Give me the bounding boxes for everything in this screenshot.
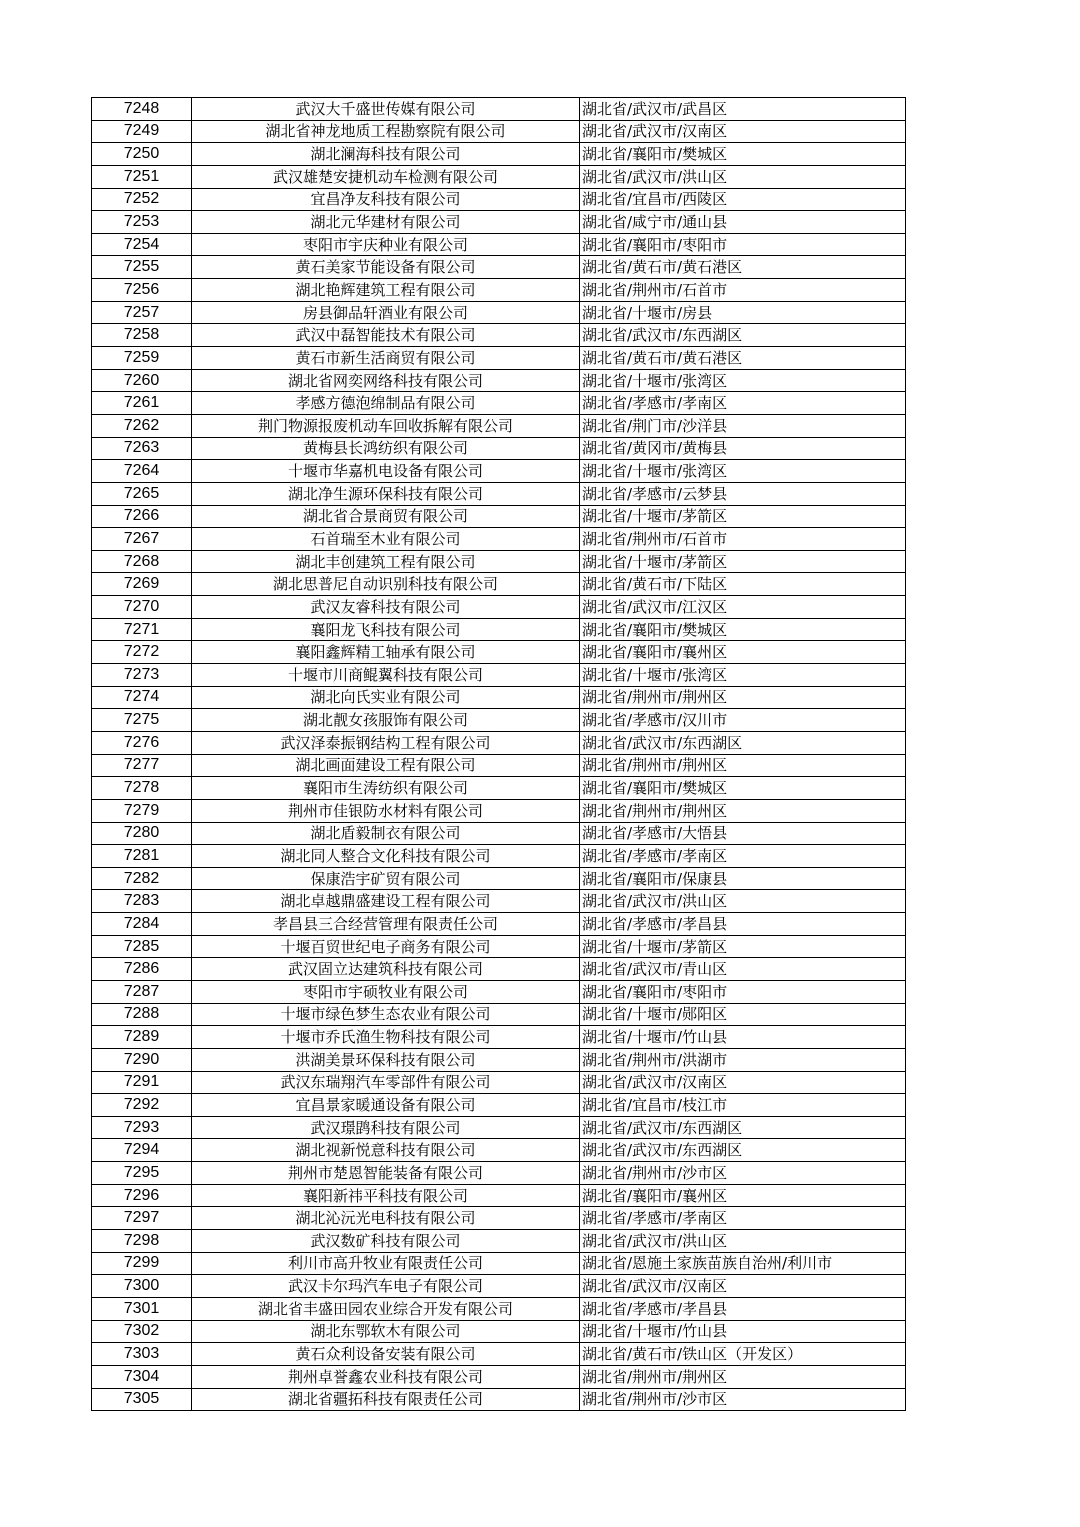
row-number-cell: 7300 — [92, 1275, 192, 1298]
row-number-cell: 7263 — [92, 437, 192, 460]
row-number-cell: 7260 — [92, 369, 192, 392]
company-name-cell: 宜昌净友科技有限公司 — [192, 188, 580, 211]
region-cell: 湖北省/恩施土家族苗族自治州/利川市 — [580, 1252, 906, 1275]
row-number-cell: 7287 — [92, 980, 192, 1003]
region-cell: 湖北省/荆州市/洪湖市 — [580, 1048, 906, 1071]
region-cell: 湖北省/襄阳市/枣阳市 — [580, 233, 906, 256]
company-name-cell: 湖北视新悦意科技有限公司 — [192, 1139, 580, 1162]
company-name-cell: 洪湖美景环保科技有限公司 — [192, 1048, 580, 1071]
table-row — [92, 913, 906, 936]
company-name-cell: 十堰市乔氏渔生物科技有限公司 — [192, 1026, 580, 1049]
table-row — [92, 1343, 906, 1366]
region-cell: 湖北省/武汉市/洪山区 — [580, 890, 906, 913]
table-row — [92, 1026, 906, 1049]
company-name-cell: 武汉中磊智能技术有限公司 — [192, 324, 580, 347]
row-number-cell: 7257 — [92, 301, 192, 324]
row-number-cell: 7272 — [92, 641, 192, 664]
company-name-cell: 武汉雄楚安捷机动车检测有限公司 — [192, 165, 580, 188]
row-number-cell: 7265 — [92, 482, 192, 505]
region-cell: 湖北省/武汉市/东西湖区 — [580, 731, 906, 754]
row-number-cell: 7298 — [92, 1230, 192, 1253]
table-row — [92, 437, 906, 460]
company-name-cell: 武汉泽泰振钢结构工程有限公司 — [192, 731, 580, 754]
region-cell: 湖北省/襄阳市/樊城区 — [580, 143, 906, 166]
company-name-cell: 利川市高升牧业有限责任公司 — [192, 1252, 580, 1275]
row-number-cell: 7299 — [92, 1252, 192, 1275]
row-number-cell: 7277 — [92, 754, 192, 777]
row-number-cell: 7271 — [92, 618, 192, 641]
company-name-cell: 荆州市楚恩智能装备有限公司 — [192, 1162, 580, 1185]
region-cell: 湖北省/荆州市/沙市区 — [580, 1388, 906, 1411]
table-row — [92, 845, 906, 868]
row-number-cell: 7301 — [92, 1297, 192, 1320]
row-number-cell: 7276 — [92, 731, 192, 754]
region-cell: 湖北省/襄阳市/樊城区 — [580, 618, 906, 641]
row-number-cell: 7283 — [92, 890, 192, 913]
row-number-cell: 7282 — [92, 867, 192, 890]
region-cell: 湖北省/黄石市/黄石港区 — [580, 347, 906, 370]
row-number-cell: 7258 — [92, 324, 192, 347]
row-number-cell: 7293 — [92, 1116, 192, 1139]
row-number-cell: 7251 — [92, 165, 192, 188]
region-cell: 湖北省/襄阳市/襄州区 — [580, 1184, 906, 1207]
region-cell: 湖北省/黄冈市/黄梅县 — [580, 437, 906, 460]
table-row — [92, 1003, 906, 1026]
region-cell: 湖北省/十堰市/茅箭区 — [580, 935, 906, 958]
region-cell: 湖北省/武汉市/江汉区 — [580, 596, 906, 619]
company-name-cell: 荆门物源报废机动车回收拆解有限公司 — [192, 414, 580, 437]
table-row — [92, 754, 906, 777]
table-row — [92, 618, 906, 641]
region-cell: 湖北省/荆州市/荆州区 — [580, 799, 906, 822]
row-number-cell: 7268 — [92, 550, 192, 573]
region-cell: 湖北省/襄阳市/襄州区 — [580, 641, 906, 664]
table-row — [92, 1184, 906, 1207]
row-number-cell: 7296 — [92, 1184, 192, 1207]
region-cell: 湖北省/孝感市/云梦县 — [580, 482, 906, 505]
row-number-cell: 7297 — [92, 1207, 192, 1230]
region-cell: 湖北省/十堰市/张湾区 — [580, 460, 906, 483]
table-row — [92, 731, 906, 754]
region-cell: 湖北省/孝感市/孝昌县 — [580, 1297, 906, 1320]
region-cell: 湖北省/黄石市/黄石港区 — [580, 256, 906, 279]
company-name-cell: 湖北东鄂软木有限公司 — [192, 1320, 580, 1343]
company-name-cell: 荆州卓誉鑫农业科技有限公司 — [192, 1365, 580, 1388]
region-cell: 湖北省/十堰市/郧阳区 — [580, 1003, 906, 1026]
row-number-cell: 7262 — [92, 414, 192, 437]
company-name-cell: 湖北元华建材有限公司 — [192, 211, 580, 234]
table-row — [92, 799, 906, 822]
row-number-cell: 7289 — [92, 1026, 192, 1049]
table-row — [92, 686, 906, 709]
region-cell: 湖北省/十堰市/竹山县 — [580, 1026, 906, 1049]
region-cell: 湖北省/孝感市/汉川市 — [580, 709, 906, 732]
table-row — [92, 1230, 906, 1253]
table-row — [92, 143, 906, 166]
company-name-cell: 湖北思普尼自动识别科技有限公司 — [192, 573, 580, 596]
company-name-cell: 湖北省网奕网络科技有限公司 — [192, 369, 580, 392]
table-row — [92, 120, 906, 143]
company-name-cell: 保康浩宇矿贸有限公司 — [192, 867, 580, 890]
region-cell: 湖北省/武汉市/汉南区 — [580, 120, 906, 143]
row-number-cell: 7256 — [92, 279, 192, 302]
company-name-cell: 十堰市华嘉机电设备有限公司 — [192, 460, 580, 483]
table-row — [92, 709, 906, 732]
company-name-cell: 湖北净生源环保科技有限公司 — [192, 482, 580, 505]
company-name-cell: 襄阳鑫辉精工轴承有限公司 — [192, 641, 580, 664]
company-name-cell: 武汉固立达建筑科技有限公司 — [192, 958, 580, 981]
company-name-cell: 湖北盾毅制衣有限公司 — [192, 822, 580, 845]
row-number-cell: 7270 — [92, 596, 192, 619]
row-number-cell: 7288 — [92, 1003, 192, 1026]
region-cell: 湖北省/襄阳市/保康县 — [580, 867, 906, 890]
company-name-cell: 孝感方德泡绵制品有限公司 — [192, 392, 580, 415]
table-row — [92, 414, 906, 437]
company-name-cell: 房县御品轩酒业有限公司 — [192, 301, 580, 324]
table-row — [92, 1094, 906, 1117]
company-name-cell: 湖北澜海科技有限公司 — [192, 143, 580, 166]
table-row — [92, 1388, 906, 1411]
region-cell: 湖北省/武汉市/汉南区 — [580, 1071, 906, 1094]
region-cell: 湖北省/武汉市/洪山区 — [580, 165, 906, 188]
region-cell: 湖北省/荆州市/荆州区 — [580, 686, 906, 709]
region-cell: 湖北省/武汉市/东西湖区 — [580, 1116, 906, 1139]
row-number-cell: 7252 — [92, 188, 192, 211]
table-row — [92, 1139, 906, 1162]
row-number-cell: 7255 — [92, 256, 192, 279]
company-name-cell: 湖北画面建设工程有限公司 — [192, 754, 580, 777]
table-row — [92, 301, 906, 324]
company-name-cell: 武汉数矿科技有限公司 — [192, 1230, 580, 1253]
table-row — [92, 460, 906, 483]
region-cell: 湖北省/宜昌市/西陵区 — [580, 188, 906, 211]
row-number-cell: 7266 — [92, 505, 192, 528]
row-number-cell: 7285 — [92, 935, 192, 958]
table-row — [92, 1048, 906, 1071]
region-cell: 湖北省/荆州市/荆州区 — [580, 754, 906, 777]
row-number-cell: 7303 — [92, 1343, 192, 1366]
company-name-cell: 孝昌县三合经营管理有限责任公司 — [192, 913, 580, 936]
table-body — [92, 98, 906, 1411]
region-cell: 湖北省/荆州市/沙市区 — [580, 1162, 906, 1185]
table-row — [92, 392, 906, 415]
region-cell: 湖北省/孝感市/孝昌县 — [580, 913, 906, 936]
region-cell: 湖北省/咸宁市/通山县 — [580, 211, 906, 234]
company-name-cell: 荆州市佳银防水材料有限公司 — [192, 799, 580, 822]
row-number-cell: 7250 — [92, 143, 192, 166]
table-row — [92, 233, 906, 256]
region-cell: 湖北省/宜昌市/枝江市 — [580, 1094, 906, 1117]
row-number-cell: 7254 — [92, 233, 192, 256]
company-name-cell: 武汉大千盛世传媒有限公司 — [192, 98, 580, 121]
table-row — [92, 980, 906, 1003]
table-row — [92, 867, 906, 890]
row-number-cell: 7280 — [92, 822, 192, 845]
company-name-cell: 湖北省合景商贸有限公司 — [192, 505, 580, 528]
table-row — [92, 1252, 906, 1275]
region-cell: 湖北省/武汉市/洪山区 — [580, 1230, 906, 1253]
company-name-cell: 宜昌景家暖通设备有限公司 — [192, 1094, 580, 1117]
row-number-cell: 7279 — [92, 799, 192, 822]
region-cell: 湖北省/荆门市/沙洋县 — [580, 414, 906, 437]
table-row — [92, 935, 906, 958]
company-name-cell: 枣阳市宇庆种业有限公司 — [192, 233, 580, 256]
region-cell: 湖北省/荆州市/石首市 — [580, 528, 906, 551]
company-name-cell: 湖北省神龙地质工程勘察院有限公司 — [192, 120, 580, 143]
table-row — [92, 1365, 906, 1388]
company-name-cell: 十堰市绿色梦生态农业有限公司 — [192, 1003, 580, 1026]
region-cell: 湖北省/武汉市/武昌区 — [580, 98, 906, 121]
region-cell: 湖北省/十堰市/茅箭区 — [580, 505, 906, 528]
company-name-cell: 武汉友睿科技有限公司 — [192, 596, 580, 619]
row-number-cell: 7281 — [92, 845, 192, 868]
region-cell: 湖北省/孝感市/孝南区 — [580, 1207, 906, 1230]
table-row — [92, 664, 906, 687]
table-row — [92, 1320, 906, 1343]
company-name-cell: 湖北向氏实业有限公司 — [192, 686, 580, 709]
region-cell: 湖北省/荆州市/石首市 — [580, 279, 906, 302]
company-name-cell: 湖北靓女孩服饰有限公司 — [192, 709, 580, 732]
row-number-cell: 7284 — [92, 913, 192, 936]
region-cell: 湖北省/武汉市/汉南区 — [580, 1275, 906, 1298]
region-cell: 湖北省/孝感市/大悟县 — [580, 822, 906, 845]
company-name-cell: 武汉卡尔玛汽车电子有限公司 — [192, 1275, 580, 1298]
table-row — [92, 1275, 906, 1298]
row-number-cell: 7305 — [92, 1388, 192, 1411]
region-cell: 湖北省/孝感市/孝南区 — [580, 845, 906, 868]
region-cell: 湖北省/孝感市/孝南区 — [580, 392, 906, 415]
table-row — [92, 596, 906, 619]
row-number-cell: 7269 — [92, 573, 192, 596]
row-number-cell: 7274 — [92, 686, 192, 709]
row-number-cell: 7273 — [92, 664, 192, 687]
row-number-cell: 7294 — [92, 1139, 192, 1162]
company-name-cell: 湖北省丰盛田园农业综合开发有限公司 — [192, 1297, 580, 1320]
table-row — [92, 165, 906, 188]
table-row — [92, 641, 906, 664]
table-row — [92, 256, 906, 279]
company-name-cell: 襄阳市生涛纺织有限公司 — [192, 777, 580, 800]
table-row — [92, 528, 906, 551]
row-number-cell: 7302 — [92, 1320, 192, 1343]
company-name-cell: 湖北艳辉建筑工程有限公司 — [192, 279, 580, 302]
table-row — [92, 482, 906, 505]
row-number-cell: 7275 — [92, 709, 192, 732]
company-name-cell: 湖北卓越鼎盛建设工程有限公司 — [192, 890, 580, 913]
table-row — [92, 505, 906, 528]
company-name-cell: 湖北同人整合文化科技有限公司 — [192, 845, 580, 868]
region-cell: 湖北省/武汉市/东西湖区 — [580, 1139, 906, 1162]
company-name-cell: 襄阳龙飞科技有限公司 — [192, 618, 580, 641]
region-cell: 湖北省/黄石市/下陆区 — [580, 573, 906, 596]
table-row — [92, 188, 906, 211]
region-cell: 湖北省/十堰市/茅箭区 — [580, 550, 906, 573]
table-row — [92, 890, 906, 913]
company-name-cell: 十堰百贸世纪电子商务有限公司 — [192, 935, 580, 958]
table-row — [92, 211, 906, 234]
region-cell: 湖北省/黄石市/铁山区（开发区） — [580, 1343, 906, 1366]
region-cell: 湖北省/十堰市/竹山县 — [580, 1320, 906, 1343]
company-name-cell: 湖北省疆拓科技有限责任公司 — [192, 1388, 580, 1411]
table-row — [92, 1162, 906, 1185]
row-number-cell: 7267 — [92, 528, 192, 551]
row-number-cell: 7264 — [92, 460, 192, 483]
table-row — [92, 98, 906, 121]
row-number-cell: 7292 — [92, 1094, 192, 1117]
table-row — [92, 279, 906, 302]
company-name-cell: 襄阳新祎平科技有限公司 — [192, 1184, 580, 1207]
region-cell: 湖北省/武汉市/青山区 — [580, 958, 906, 981]
table-row — [92, 347, 906, 370]
region-cell: 湖北省/十堰市/张湾区 — [580, 369, 906, 392]
table-row — [92, 958, 906, 981]
company-name-cell: 黄石市新生活商贸有限公司 — [192, 347, 580, 370]
table-row — [92, 1071, 906, 1094]
company-name-cell: 湖北沁沅光电科技有限公司 — [192, 1207, 580, 1230]
region-cell: 湖北省/襄阳市/樊城区 — [580, 777, 906, 800]
company-name-cell: 十堰市川商鲲翼科技有限公司 — [192, 664, 580, 687]
table-row — [92, 324, 906, 347]
region-cell: 湖北省/十堰市/房县 — [580, 301, 906, 324]
row-number-cell: 7286 — [92, 958, 192, 981]
region-cell: 湖北省/十堰市/张湾区 — [580, 664, 906, 687]
company-table — [91, 97, 906, 1411]
row-number-cell: 7291 — [92, 1071, 192, 1094]
row-number-cell: 7248 — [92, 98, 192, 121]
table-row — [92, 777, 906, 800]
company-name-cell: 湖北丰创建筑工程有限公司 — [192, 550, 580, 573]
company-name-cell: 武汉东瑞翔汽车零部件有限公司 — [192, 1071, 580, 1094]
row-number-cell: 7290 — [92, 1048, 192, 1071]
company-name-cell: 黄梅县长鸿纺织有限公司 — [192, 437, 580, 460]
row-number-cell: 7249 — [92, 120, 192, 143]
region-cell: 湖北省/武汉市/东西湖区 — [580, 324, 906, 347]
table-row — [92, 1207, 906, 1230]
row-number-cell: 7295 — [92, 1162, 192, 1185]
company-name-cell: 武汉璟鹍科技有限公司 — [192, 1116, 580, 1139]
company-name-cell: 黄石众利设备安装有限公司 — [192, 1343, 580, 1366]
row-number-cell: 7253 — [92, 211, 192, 234]
row-number-cell: 7259 — [92, 347, 192, 370]
table-row — [92, 822, 906, 845]
row-number-cell: 7278 — [92, 777, 192, 800]
table-row — [92, 1116, 906, 1139]
row-number-cell: 7304 — [92, 1365, 192, 1388]
region-cell: 湖北省/襄阳市/枣阳市 — [580, 980, 906, 1003]
table-row — [92, 550, 906, 573]
region-cell: 湖北省/荆州市/荆州区 — [580, 1365, 906, 1388]
company-name-cell: 枣阳市宇硕牧业有限公司 — [192, 980, 580, 1003]
table-row — [92, 369, 906, 392]
row-number-cell: 7261 — [92, 392, 192, 415]
company-name-cell: 黄石美家节能设备有限公司 — [192, 256, 580, 279]
company-name-cell: 石首瑞至木业有限公司 — [192, 528, 580, 551]
table-row — [92, 1297, 906, 1320]
table-row — [92, 573, 906, 596]
